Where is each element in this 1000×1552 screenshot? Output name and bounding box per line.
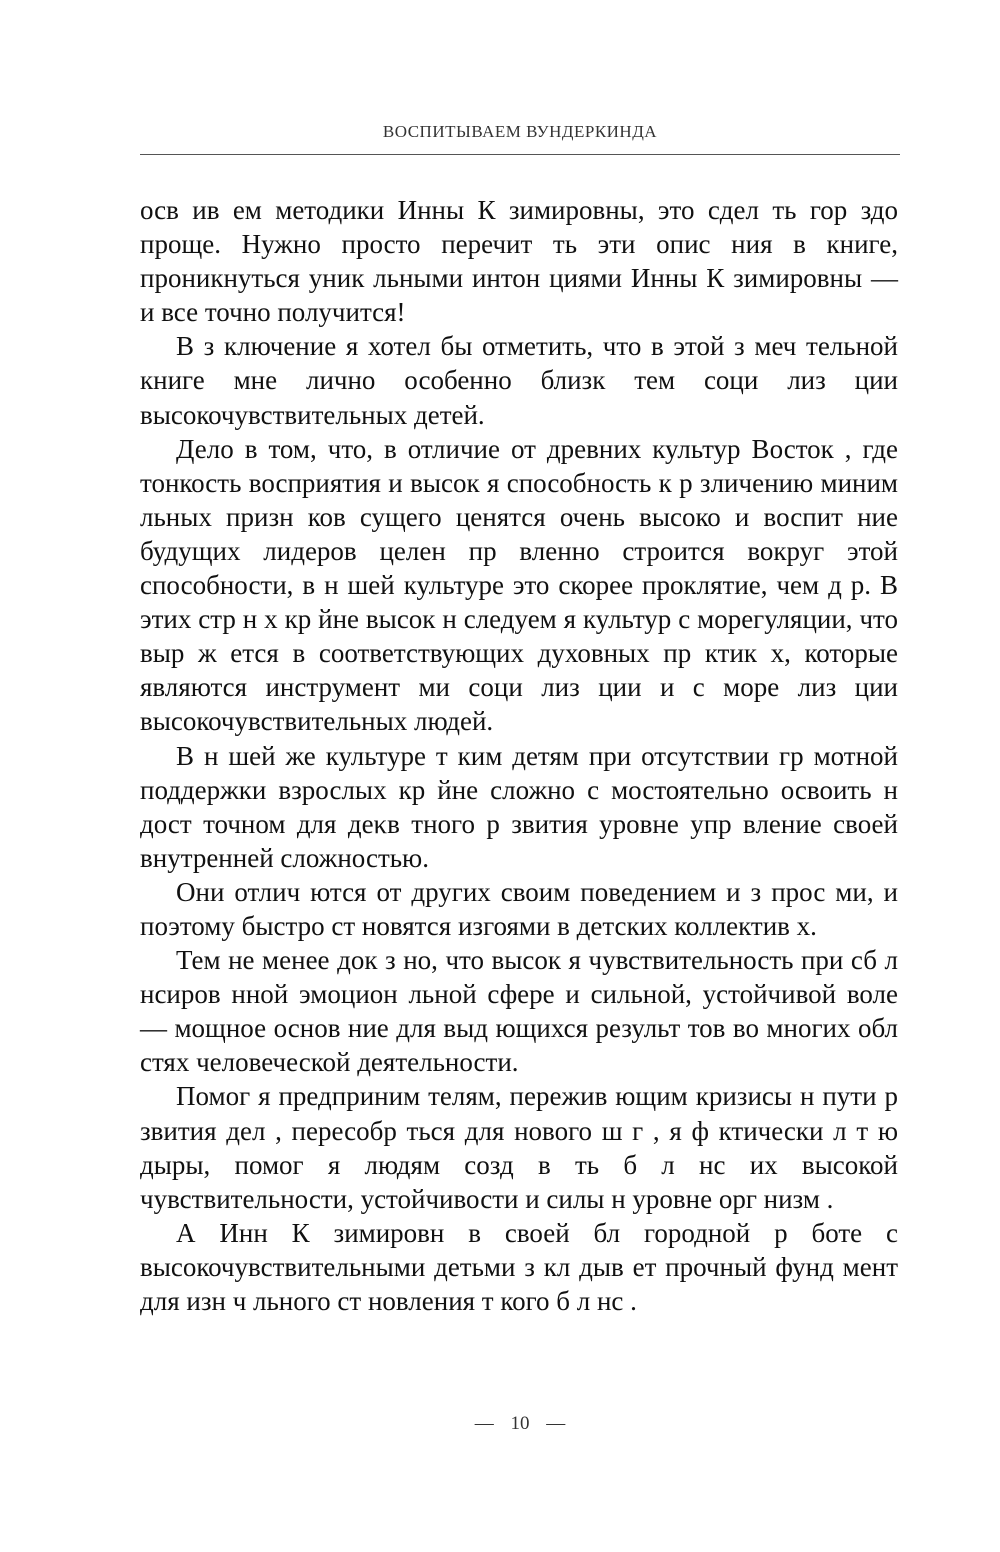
paragraph-1: осв ив ем методики Инны К зимировны, это сдел ть гор здо проще. Нужно просто перечит ть эти опис ния в книге, проникнуться уник льными интон циями Инны К зимировны — и все точно получится!: [140, 195, 898, 328]
header-rule: [140, 154, 900, 155]
body-text: [140, 193, 898, 1318]
folio-dash-right: —: [546, 1413, 566, 1434]
page-footer: [140, 1413, 900, 1435]
paragraph-6: Тем не менее док з но, что высок я чувствительность при сб л нсиров нной эмоцион льной сфере и сильной, устойчивой воле — мощное основ ние для выд ющихся результ тов во многих обл стях человеческой деятельности.: [140, 945, 898, 1078]
folio-dash-left: —: [474, 1413, 494, 1434]
paragraph-7: Помог я предприним телям, пережив ющим кризисы н пути р звития дел , пересобр ться для нового ш г , я ф ктически л т ю дыры, помог я людям созд в ть б л нс их высокой чувствительности, устойчивости и силы н уровне орг низм .: [140, 1081, 898, 1214]
paragraph-5: Они отлич ются от других своим поведением и з прос ми, и поэтому быстро ст новятся изгоями в детских коллектив х.: [140, 876, 898, 941]
paragraph-2: В з ключение я хотел бы отметить, что в этой з меч тельной книге мне лично особенно близк тем соци лиз ции высокочувствительных детей.: [140, 331, 898, 430]
paragraph-8: А Инн К зимировн в своей бл городной р боте с высокочувствительными детьми з кл дыв ет прочный фунд мент для изн ч льного ст новления т кого б л нс .: [140, 1217, 898, 1316]
page-number: 10: [510, 1413, 530, 1434]
running-header: ВОСПИТЫВАЕМ ВУНДЕРКИНДА: [382, 122, 658, 141]
paragraph-3: Дело в том, что, в отличие от древних культур Восток , где тонкость восприятия и высок я способность к р зличению миним льных призн ков сущего ценятся очень высоко и воспит ние будущих лидеров целен пр вленно строится вокруг этой способности, в н шей культуре это скорее проклятие, чем д р. В этих стр н х кр йне высок н следуем я культур с морегуляции, что выр ж ется в соответствующих духовных пр ктик х, которые являются инструмент ми соци лиз ции и с море лиз ции высокочувствительных людей.: [140, 433, 898, 737]
paragraph-4: В н шей же культуре т ким детям при отсутствии гр мотной поддержки взрослых кр йне сложно с мостоятельно освоить н дост точном для деκв тного р звития уровне упр вление своей внутренней сложностью.: [140, 740, 898, 873]
